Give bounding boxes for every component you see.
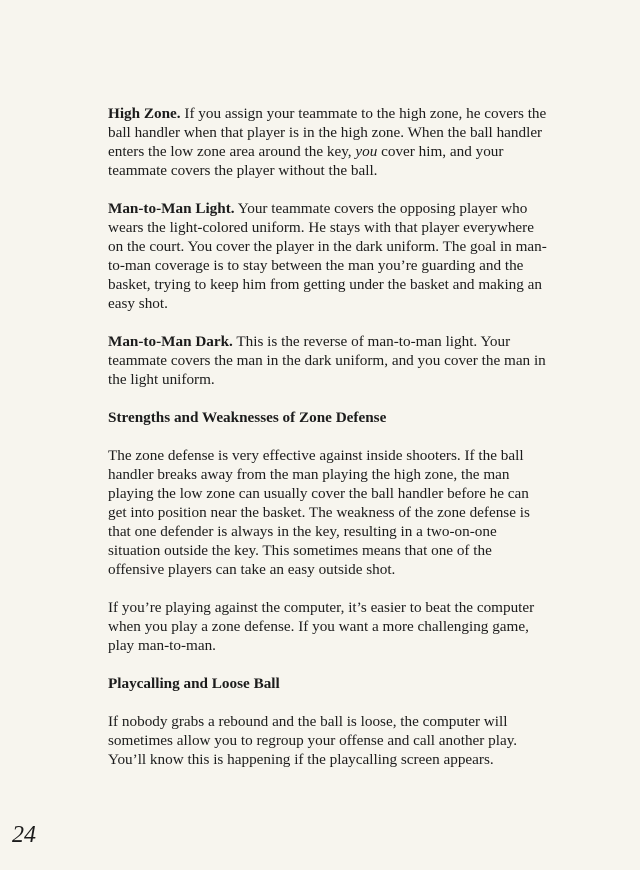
high-zone-text-part1: If you assign your teammate to the high zone, he covers the ball handler when that player is in the high zone. When the ball handler enters the low zone area around the key, [108, 105, 547, 160]
zone-defense-heading: Strengths and Weaknesses of Zone Defense [108, 409, 387, 426]
zone-defense-paragraph-1: The zone defense is very effective against inside shooters. If the ball handler breaks away from the man playing the high zone, the man playing the low zone can usually cover the ball handler before he can get into position near the basket. The weakness of the zone defense is that one defender is always in the key, resulting in a two-on-one situation outside the key. This sometimes means that one of the offensive players can take an easy outside shot. [108, 447, 530, 578]
man-light-text: Your teammate covers the opposing player who wears the light-colored uniform. He stays with that player everywhere on the court. You cover the player in the dark uniform. The goal in man-to-man coverage is to stay between the man you’re guarding and the basket, trying to keep him from getting under the basket and making an easy shot. [108, 200, 547, 312]
playcalling-heading: Playcalling and Loose Ball [108, 675, 280, 692]
high-zone-term: High Zone. [108, 105, 181, 122]
man-light-paragraph [108, 199, 548, 313]
zone-defense-paragraph-2: If you’re playing against the computer, it’s easier to beat the computer when you play a zone defense. If you want a more challenging game, play man-to-man. [108, 599, 535, 654]
high-zone-text-part2: cover him, and your teammate covers the player without the ball. [108, 143, 504, 179]
playcalling-paragraph: If nobody grabs a rebound and the ball is loose, the computer will sometimes allow you to regroup your offense and call another play. You’ll know this is happening if the playcalling screen appears. [108, 713, 518, 768]
man-dark-text: This is the reverse of man-to-man light. Your teammate covers the man in the dark uniform, and you cover the man in the light uniform. [108, 333, 546, 388]
high-zone-emphasis: you [355, 143, 378, 160]
man-dark-paragraph [108, 332, 548, 389]
man-dark-term: Man-to-Man Dark. [108, 333, 233, 350]
page-number: 24 [12, 822, 36, 848]
man-light-term: Man-to-Man Light. [108, 200, 235, 217]
page-content [108, 104, 548, 788]
high-zone-paragraph [108, 104, 548, 180]
